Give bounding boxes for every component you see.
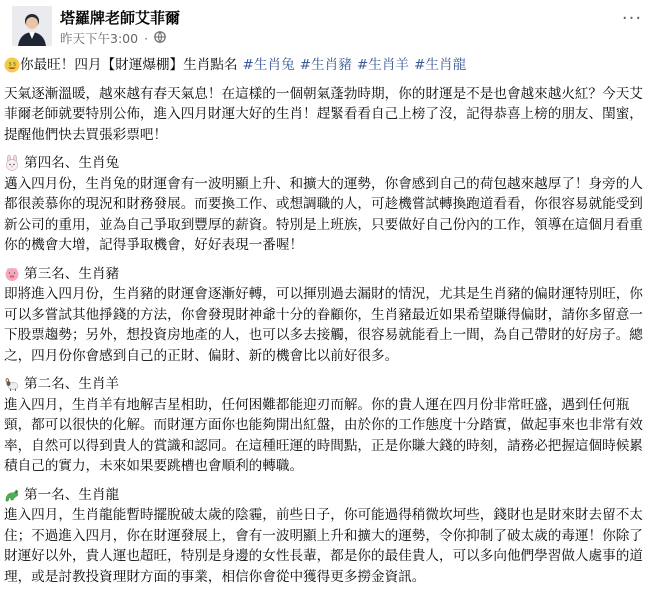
section-heading (4, 153, 646, 174)
dragon-icon (4, 487, 20, 503)
section-title: 第四名、生肖兔 (24, 155, 120, 171)
author-name[interactable]: 塔羅牌老師艾菲爾 (60, 9, 181, 27)
globe-icon[interactable] (154, 31, 166, 46)
section-body: 邁入四月份，生肖兔的財運會有一波明顯上升、和擴大的運勢，你會感到自己的荷包越來越厚了！身旁的人都很羨慕你的現況和財務發展。而要換工作、或想調職的人，可趁機嘗試轉換跑道看看，你很容易就能受到新公司的重用，並為自己爭取到豐厚的薪資。特別是上班族，只要做好自己份內的工作，領導在這個月看重你的機會大增，記得爭取機會，好好表現一番喔！ (4, 175, 643, 253)
post-header (0, 0, 656, 52)
svg-text:$: $ (13, 61, 17, 68)
section-title: 第一名、生肖龍 (24, 486, 120, 503)
section-rabbit (4, 153, 646, 256)
section-title: 第三名、生肖豬 (24, 265, 120, 282)
svg-text:$: $ (8, 61, 12, 68)
intro-paragraph: 天氣逐漸溫暖，越來越有春天氣息！在這樣的一個朝氣蓬勃時期，你的財運是不是也會越來越火紅？今天艾菲爾老師就要特別公佈，進入四月財運大好的生肖！趕緊看看自己上榜了沒，記得恭喜上榜的朋友、閨蜜，提醒他們快去買張彩票吧！ (4, 85, 643, 143)
hashtag-pig[interactable]: #生肖豬 (299, 57, 352, 73)
rabbit-icon (4, 155, 20, 171)
hashtag-sheep[interactable]: #生肖羊 (356, 57, 410, 73)
hashtag-dragon[interactable]: #生肖龍 (414, 57, 467, 73)
headline-text: 你最旺！四月【財運爆棚】生肖點名 (20, 57, 238, 73)
section-body: 進入四月，生肖龍能暫時擺脫破太歲的陰霾，前些日子，你可能過得稍微坎坷些，錢財也是財來財去留不太住；不過進入四月，你在財運發展上，會有一波明顯上升和擴大的運勢，令你抑制了破太歲的毒運！你除了財運好以外，貴人運也超旺，特別是身邊的女性長輩，都是你的最佳貴人，可以多向他們學習做人處事的道理，或是討教投資理財方面的事業，相信你會從中獲得更多撈金資訊。 (4, 507, 643, 585)
section-sheep (4, 374, 646, 477)
section-heading (4, 485, 646, 506)
section-body: 進入四月，生肖羊有地解吉星相助，任何困難都能迎刃而解。你的貴人運在四月份非常旺盛，遇到任何瓶頸，都可以很快的化解。而財運方面你也能夠開出紅盤，由於你的工作態度十分踏實，做起事來也非常有效率，自然可以得到貴人的賞識和認同。在這種旺運的時間點，正是你賺大錢的時刻，請務必把握這個時候累積自己的實力，未來如果要跳槽也會順利的轉職。 (4, 396, 643, 474)
money-face-icon (4, 57, 20, 73)
more-options-button[interactable]: ··· (621, 7, 643, 29)
post-meta (60, 29, 166, 47)
section-title: 第二名、生肖羊 (24, 376, 120, 392)
hashtag-rabbit[interactable]: #生肖兔 (242, 57, 295, 73)
post-timestamp[interactable]: 昨天下午3:00 (60, 31, 139, 46)
section-dragon (4, 485, 646, 588)
post-content (4, 55, 646, 595)
section-body: 即將進入四月份，生肖豬的財運會逐漸好轉，可以揮別過去漏財的情況，尤其是生肖豬的偏財運特別旺，你可以多嘗試其他掙錢的方法，你會發現財神爺十分的眷顧你，生肖豬最近如果希望賺得偏財，請你多留意一下股票趨勢；另外，想投資房地產的人，也可以多去接觸，很容易就能看上一間，為自己帶財的好房子。總之，四月份你會感到自己的正財、偏財、新的機會比以前好很多。 (4, 286, 643, 364)
section-heading (4, 374, 646, 395)
section-heading (4, 264, 646, 285)
post-headline (4, 55, 646, 76)
author-avatar[interactable] (12, 6, 52, 46)
meta-separator: · (144, 30, 149, 46)
pig-icon (4, 266, 20, 282)
sheep-icon (4, 376, 20, 392)
section-pig (4, 264, 646, 367)
